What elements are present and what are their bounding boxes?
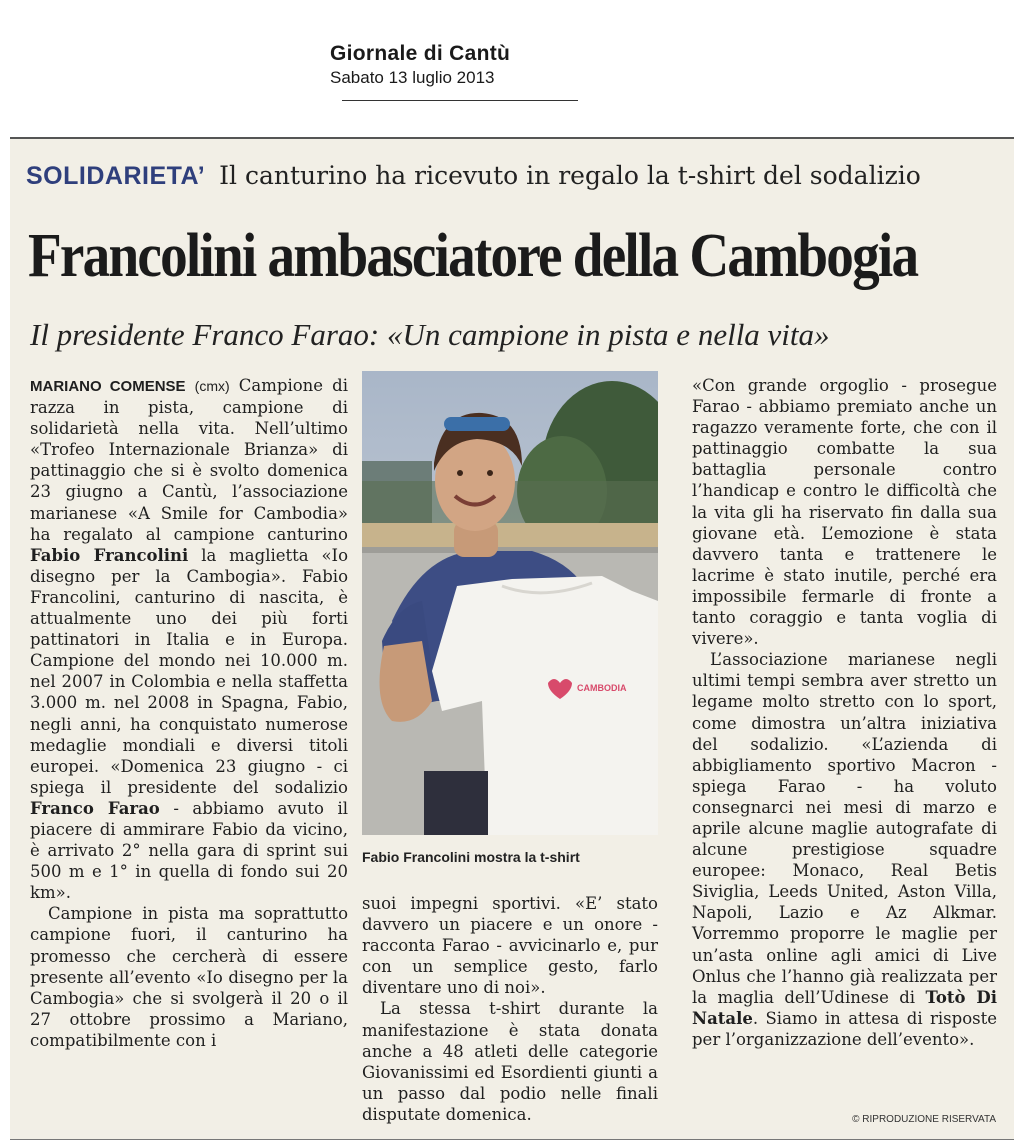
newspaper-name: Giornale di Cantù bbox=[330, 42, 511, 65]
column-1 bbox=[30, 375, 348, 1051]
article-photo bbox=[362, 371, 658, 835]
shirt-print: CAMBODIA bbox=[577, 683, 627, 693]
article-clipping bbox=[10, 137, 1014, 1140]
photo-illustration bbox=[362, 371, 658, 835]
copyright-notice: © RIPRODUZIONE RISERVATA bbox=[852, 1114, 996, 1125]
column-3 bbox=[692, 375, 997, 1050]
photo-caption: Fabio Francolini mostra la t-shirt bbox=[362, 849, 580, 865]
subheadline: Il canturino ha ricevuto in regalo la t-shirt del sodalizio bbox=[219, 161, 921, 190]
person-name: Fabio Francolini bbox=[30, 545, 189, 565]
paragraph: suoi impegni sportivi. «E’ stato davvero un piacere e un onore - racconta Farao - avvicinarlo e, pur con un semplice gesto, farlo diventare uno di noi». bbox=[362, 894, 658, 998]
dateline: MARIANO COMENSE bbox=[30, 378, 186, 395]
source-tag: (cmx) bbox=[194, 378, 230, 394]
body-text: . Siamo in attesa di risposte per l’organizzazione dell’evento». bbox=[692, 1008, 997, 1049]
kicker-line bbox=[26, 161, 921, 191]
person-name: Franco Farao bbox=[30, 798, 160, 818]
paragraph: «Con grande orgoglio - prosegue Farao - abbiamo premiato anche un ragazzo veramente forte, che con il pattinaggio combatte la sua battaglia personale contro l’handicap e contro le difficoltà che la vita gli ha riservato fin dalla sua giovane età. L’emozione è stata davvero tanta e trattenere le lacrime è stato inutile, perché era impossibile fermarle di fronte a tanto coraggio e tanta voglia di vivere». bbox=[692, 376, 997, 649]
body-text: - abbiamo avuto il piacere di ammirare Fabio da vicino, è arrivato 2° nella gara di sprint sui 500 m e 1° in quella di fondo sui 20 km». bbox=[30, 798, 349, 903]
paragraph bbox=[30, 375, 348, 903]
section-tag: SOLIDARIETA’ bbox=[26, 162, 206, 190]
body-text: la maglietta «Io disegno per la Cambogia». Fabio Francolini, canturino di nascita, è attualmente uno dei più forti pattinatori in Italia e in Europa. Campione del mondo nei 10.000 m. nel 2007 in Colombia e nella staffetta 3.000 m. nel 2008 in Spagna, Fabio, negli anni, ha conquistato numerose medaglie mondiali e diversi titoli europei. «Domenica 23 giugno - ci spiega il presidente del sodalizio bbox=[30, 545, 349, 797]
masthead bbox=[330, 42, 580, 88]
paragraph: La stessa t-shirt durante la manifestazione è stata donata anche a 48 atleti delle categorie Giovanissimi ed Esordienti giunti a un passo dal podio nelle finali disputate domenica. bbox=[362, 999, 658, 1124]
masthead-rule bbox=[342, 100, 578, 101]
publication-date: Sabato 13 luglio 2013 bbox=[330, 68, 495, 87]
body-text: Campione di razza in pista, campione di solidarietà nella vita. Nell’ultimo «Trofeo Internazionale Brianza» di pattinaggio che si è svolto domenica 23 giugno a Cantù, l’associazione marianese «A Smile for Cambodia» ha regalato al campione canturino bbox=[30, 376, 349, 544]
headline: Francolini ambasciatore della Cambogia bbox=[28, 222, 918, 290]
person-name: Totò Di Natale bbox=[692, 987, 997, 1028]
body-text: L’associazione marianese negli ultimi tempi sembra aver stretto un legame molto stretto con lo sport, come dimostra un’altra iniziativa del sodalizio. «L’azienda di abbigliamento sportivo Macron - spiega Farao - ha voluto consegnarci nei mesi di marzo e aprile alcune maglie autografate di alcune prestigiose squadre europee: Monaco, Real Betis Siviglia, Leeds United, Aston Villa, Napoli, Lazio e Az Alkmar. Vorremmo proporre le maglie per un’asta online agli amici di Live Onlus che l’hanno già realizzata per la maglia dell’Udinese di bbox=[692, 650, 997, 1007]
deck: Il presidente Franco Farao: «Un campione in pista e nella vita» bbox=[30, 317, 830, 352]
paragraph bbox=[692, 649, 997, 1050]
paragraph: Campione in pista ma soprattutto campione fuori, il canturino ha promesso che cercherà di essere presente all’evento «Io disegno per la Cambogia» che si svolgerà il 20 o il 27 ottobre prossimo a Mariano, compatibilmente con i bbox=[30, 904, 348, 1050]
column-2 bbox=[362, 893, 658, 1125]
